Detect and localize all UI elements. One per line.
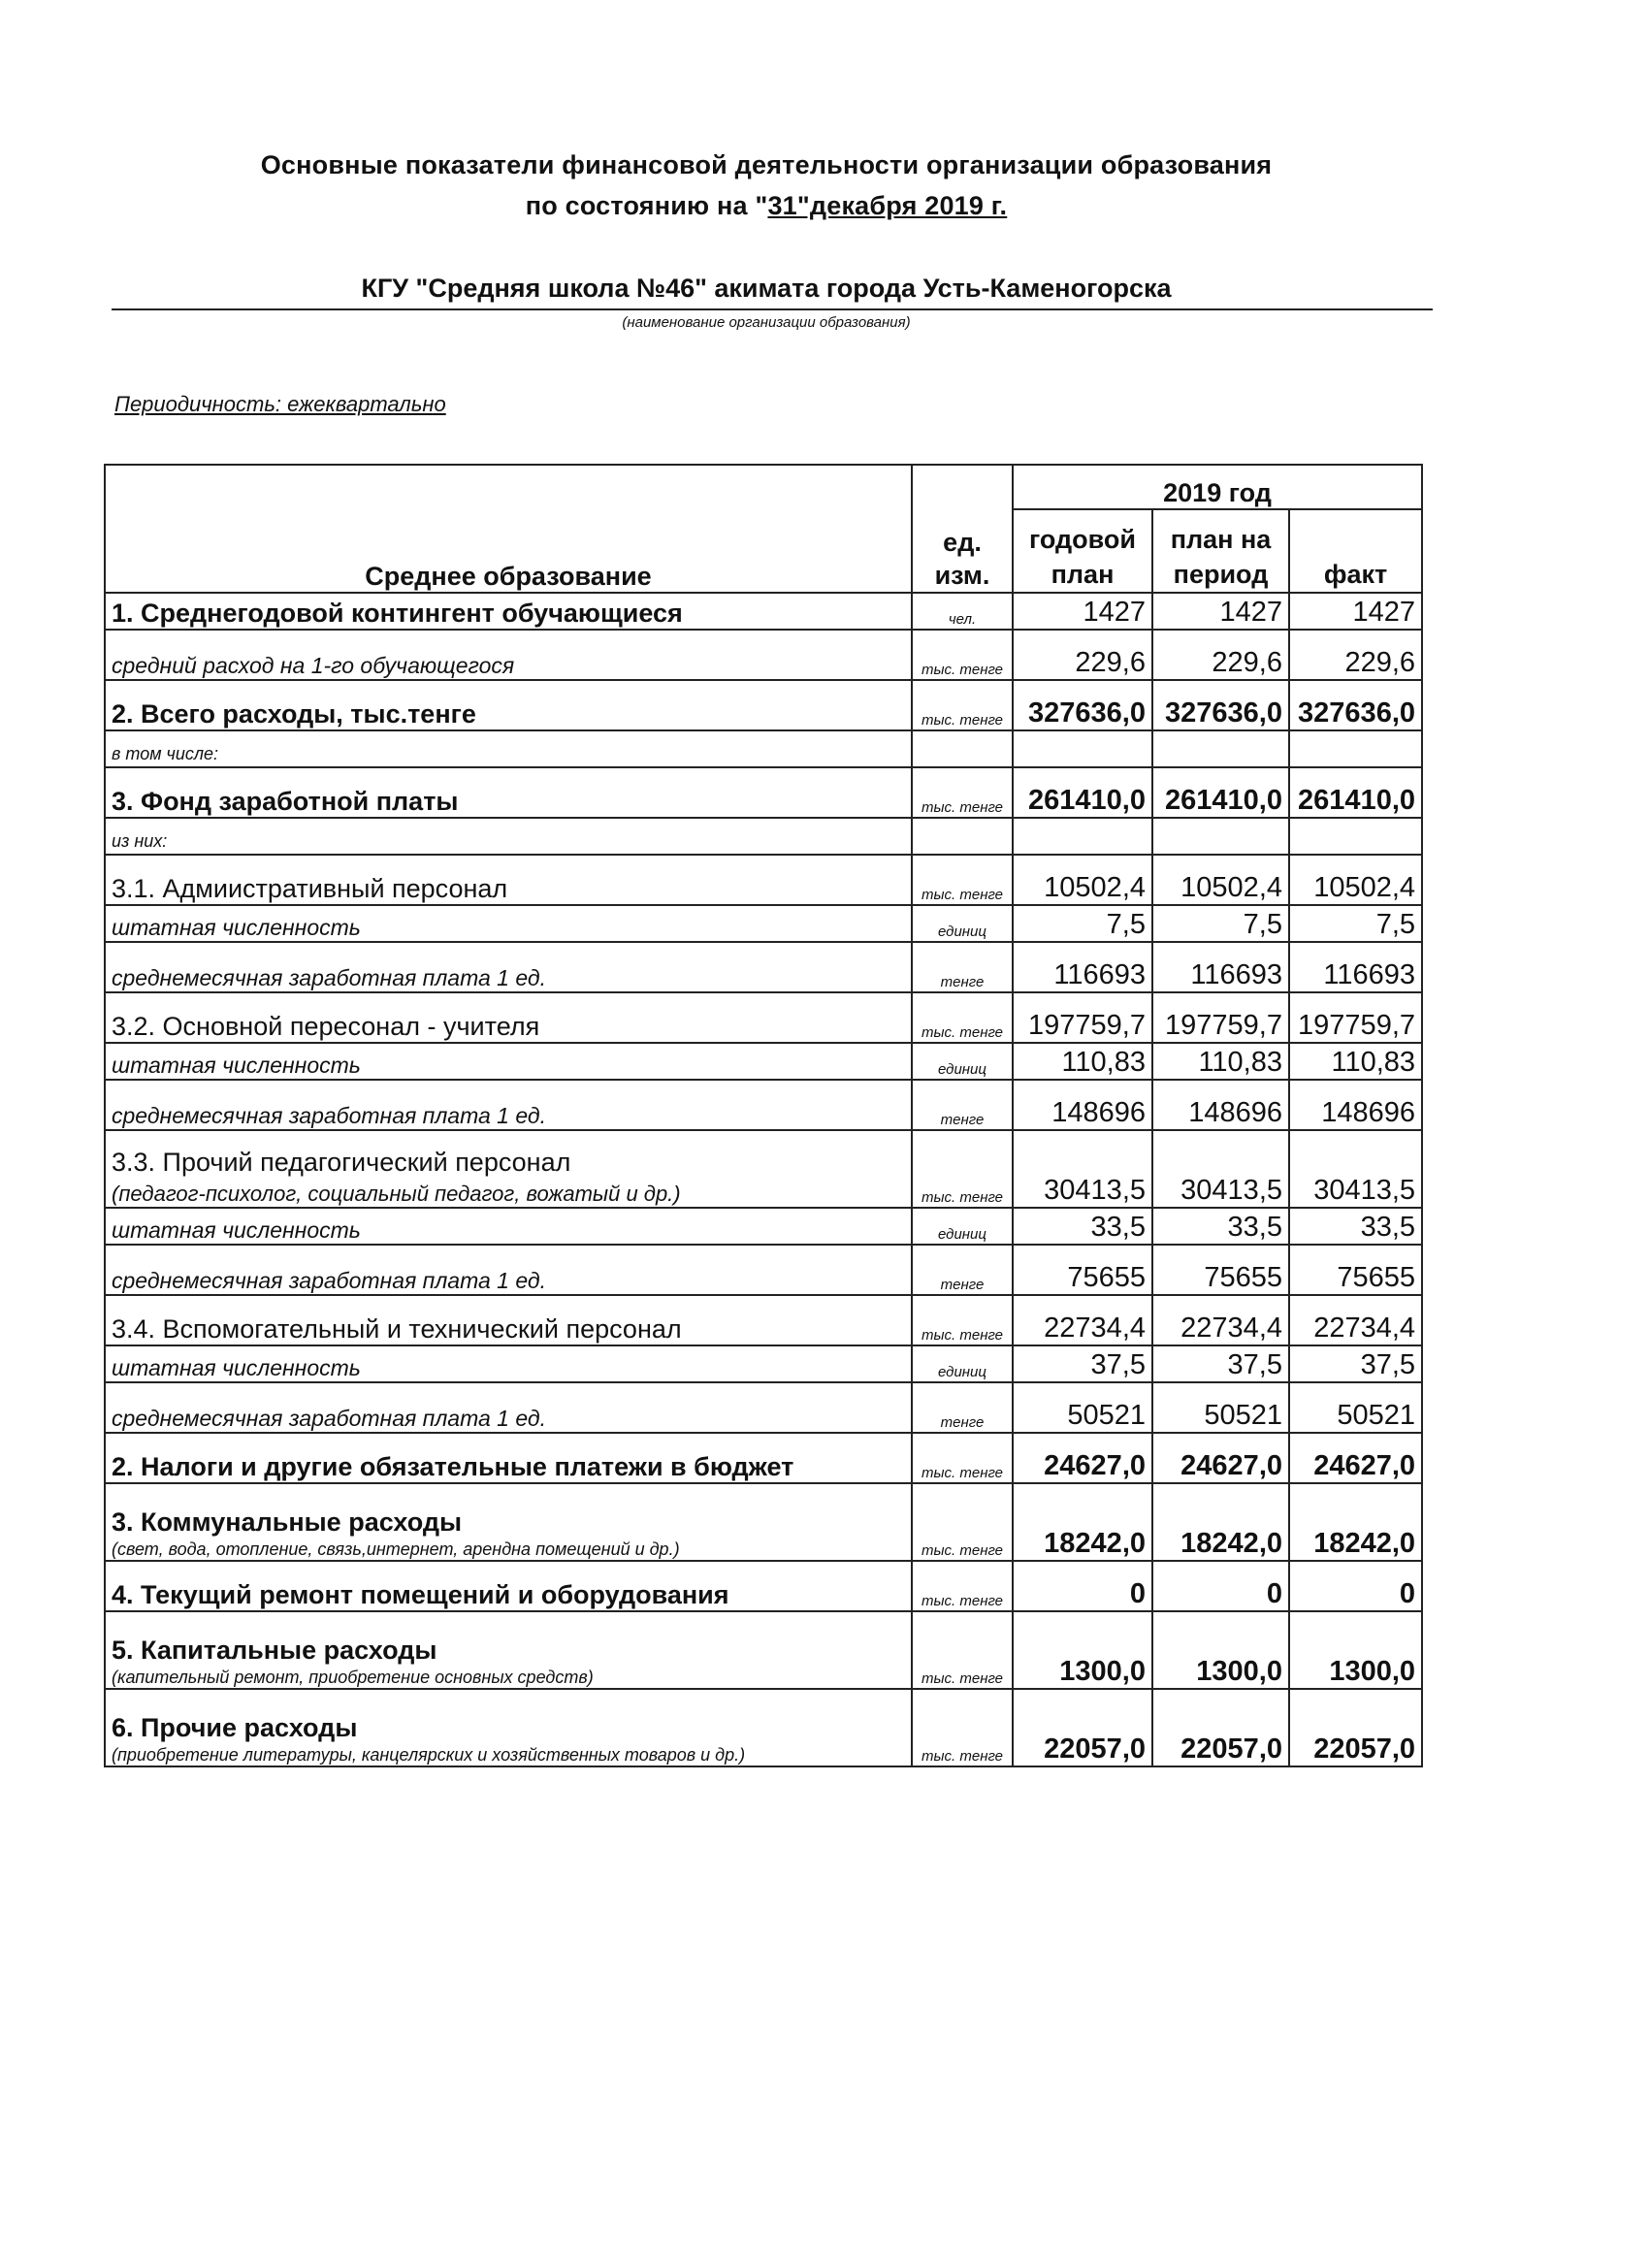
row-unit: тыс. тенге <box>912 1689 1013 1766</box>
period-plan-value: 50521 <box>1152 1382 1289 1433</box>
row-label <box>105 905 912 942</box>
row-unit: тыс. тенге <box>912 680 1013 730</box>
row-unit: тыс. тенге <box>912 855 1013 905</box>
table-row <box>105 593 1422 630</box>
row-label-text: 3.1. Адмиистративный персонал <box>112 874 508 903</box>
row-label-text: средний расход на 1-го обучающегося <box>112 653 515 678</box>
row-unit: тенге <box>912 1080 1013 1130</box>
row-label-text: 3. Фонд заработной платы <box>112 787 459 816</box>
fact-value: 22057,0 <box>1289 1689 1422 1766</box>
period-plan-value: 30413,5 <box>1152 1130 1289 1208</box>
fact-value: 116693 <box>1289 942 1422 992</box>
row-label-note: (капительный ремонт, приобретение основных средств) <box>112 1668 594 1687</box>
organization-name: КГУ "Средняя школа №46" акимата города Усть-Каменогорска <box>361 274 1172 303</box>
row-label <box>105 630 912 680</box>
fact-value: 18242,0 <box>1289 1483 1422 1561</box>
fact-value <box>1289 818 1422 855</box>
annual-plan-value: 75655 <box>1013 1245 1152 1295</box>
table-row <box>105 1130 1422 1208</box>
annual-plan-value: 116693 <box>1013 942 1152 992</box>
row-label-text: 3. Коммунальные расходы <box>112 1507 463 1537</box>
table-body <box>105 593 1422 1766</box>
row-label <box>105 942 912 992</box>
table-row <box>105 1382 1422 1433</box>
annual-plan-value: 22734,4 <box>1013 1295 1152 1345</box>
annual-plan-value <box>1013 730 1152 767</box>
fact-value: 110,83 <box>1289 1043 1422 1080</box>
row-label-text: в том числе: <box>112 744 219 763</box>
period-plan-value: 10502,4 <box>1152 855 1289 905</box>
row-unit: единиц <box>912 1345 1013 1382</box>
row-label <box>105 1345 912 1382</box>
row-label-text: штатная численность <box>112 915 361 940</box>
row-unit: тенге <box>912 1245 1013 1295</box>
row-unit: тыс. тенге <box>912 630 1013 680</box>
period-plan-value: 197759,7 <box>1152 992 1289 1043</box>
annual-plan-value: 30413,5 <box>1013 1130 1152 1208</box>
row-label <box>105 1611 912 1689</box>
table-row <box>105 1561 1422 1611</box>
period-plan-value: 110,83 <box>1152 1043 1289 1080</box>
header-period-plan: план на период <box>1152 509 1289 593</box>
annual-plan-value: 229,6 <box>1013 630 1152 680</box>
fact-value: 22734,4 <box>1289 1295 1422 1345</box>
row-unit: тыс. тенге <box>912 1130 1013 1208</box>
row-label <box>105 855 912 905</box>
annual-plan-value: 22057,0 <box>1013 1689 1152 1766</box>
row-label <box>105 1433 912 1483</box>
header-fact: факт <box>1289 509 1422 593</box>
table-row <box>105 1208 1422 1245</box>
row-unit: тыс. тенге <box>912 992 1013 1043</box>
fact-value: 1300,0 <box>1289 1611 1422 1689</box>
fact-value: 50521 <box>1289 1382 1422 1433</box>
row-label <box>105 992 912 1043</box>
row-unit: тенге <box>912 942 1013 992</box>
row-unit <box>912 730 1013 767</box>
fact-value: 75655 <box>1289 1245 1422 1295</box>
fact-value: 33,5 <box>1289 1208 1422 1245</box>
table-row <box>105 942 1422 992</box>
row-unit: единиц <box>912 905 1013 942</box>
table-row <box>105 1433 1422 1483</box>
row-label-note: (педагог-психолог, социальный педагог, вожатый и др.) <box>112 1182 681 1206</box>
row-label <box>105 1561 912 1611</box>
table-row <box>105 1295 1422 1345</box>
period-plan-value: 33,5 <box>1152 1208 1289 1245</box>
row-unit: тыс. тенге <box>912 1611 1013 1689</box>
annual-plan-value: 1427 <box>1013 593 1152 630</box>
periodicity: Периодичность: ежеквартально <box>114 392 446 416</box>
row-label-note: (свет, вода, отопление, связь,интернет, арендна помещений и др.) <box>112 1539 680 1559</box>
report-date-line <box>0 191 1533 221</box>
period-plan-value: 18242,0 <box>1152 1483 1289 1561</box>
fact-value: 37,5 <box>1289 1345 1422 1382</box>
row-unit: единиц <box>912 1043 1013 1080</box>
row-label-text: 2. Всего расходы, тыс.тенге <box>112 699 476 729</box>
fact-value: 261410,0 <box>1289 767 1422 818</box>
organization-underline <box>112 308 1433 310</box>
row-label-text: штатная численность <box>112 1053 361 1078</box>
fact-value: 148696 <box>1289 1080 1422 1130</box>
fact-value: 0 <box>1289 1561 1422 1611</box>
table-row <box>105 1043 1422 1080</box>
period-plan-value <box>1152 730 1289 767</box>
table-row <box>105 630 1422 680</box>
table-row <box>105 905 1422 942</box>
row-label-text: 5. Капитальные расходы <box>112 1636 437 1665</box>
header-section: Среднее образование <box>105 465 912 593</box>
period-plan-value: 22734,4 <box>1152 1295 1289 1345</box>
period-plan-value: 148696 <box>1152 1080 1289 1130</box>
header-year: 2019 год <box>1013 465 1422 509</box>
row-label-text: среднемесячная заработная плата 1 ед. <box>112 965 546 990</box>
table-row <box>105 730 1422 767</box>
row-label <box>105 818 912 855</box>
row-label <box>105 1382 912 1433</box>
row-unit: тыс. тенге <box>912 1433 1013 1483</box>
annual-plan-value: 37,5 <box>1013 1345 1152 1382</box>
table-row <box>105 992 1422 1043</box>
period-plan-value: 229,6 <box>1152 630 1289 680</box>
annual-plan-value: 148696 <box>1013 1080 1152 1130</box>
fact-value: 10502,4 <box>1289 855 1422 905</box>
period-plan-value <box>1152 818 1289 855</box>
period-plan-value: 0 <box>1152 1561 1289 1611</box>
period-plan-value: 116693 <box>1152 942 1289 992</box>
fact-value: 24627,0 <box>1289 1433 1422 1483</box>
period-plan-value: 37,5 <box>1152 1345 1289 1382</box>
row-label <box>105 1130 912 1208</box>
period-plan-value: 7,5 <box>1152 905 1289 942</box>
row-label <box>105 1208 912 1245</box>
row-label <box>105 1043 912 1080</box>
annual-plan-value: 110,83 <box>1013 1043 1152 1080</box>
row-unit <box>912 818 1013 855</box>
report-date-prefix: по состоянию на " <box>525 191 768 220</box>
annual-plan-value: 1300,0 <box>1013 1611 1152 1689</box>
annual-plan-value: 24627,0 <box>1013 1433 1152 1483</box>
annual-plan-value: 261410,0 <box>1013 767 1152 818</box>
annual-plan-value: 50521 <box>1013 1382 1152 1433</box>
row-label <box>105 593 912 630</box>
fact-value <box>1289 730 1422 767</box>
row-unit: чел. <box>912 593 1013 630</box>
row-unit: тыс. тенге <box>912 1295 1013 1345</box>
annual-plan-value: 10502,4 <box>1013 855 1152 905</box>
row-unit: тыс. тенге <box>912 1561 1013 1611</box>
annual-plan-value: 327636,0 <box>1013 680 1152 730</box>
period-plan-value: 22057,0 <box>1152 1689 1289 1766</box>
organization-note: (наименование организации образования) <box>622 314 911 331</box>
period-plan-value: 261410,0 <box>1152 767 1289 818</box>
period-plan-value: 327636,0 <box>1152 680 1289 730</box>
annual-plan-value <box>1013 818 1152 855</box>
row-label <box>105 680 912 730</box>
row-label-text: штатная численность <box>112 1355 361 1380</box>
row-label-text: среднемесячная заработная плата 1 ед. <box>112 1268 546 1293</box>
table-row <box>105 1345 1422 1382</box>
table-row <box>105 767 1422 818</box>
fact-value: 1427 <box>1289 593 1422 630</box>
row-label <box>105 1080 912 1130</box>
annual-plan-value: 0 <box>1013 1561 1152 1611</box>
row-label <box>105 1689 912 1766</box>
table-row <box>105 855 1422 905</box>
row-label-text: 4. Текущий ремонт помещений и оборудования <box>112 1580 729 1609</box>
table-row <box>105 1689 1422 1766</box>
report-date: 31"декабря 2019 г. <box>767 191 1008 220</box>
row-label-text: штатная численность <box>112 1217 361 1243</box>
fact-value: 7,5 <box>1289 905 1422 942</box>
table-row <box>105 1080 1422 1130</box>
header-annual-plan: годовой план <box>1013 509 1152 593</box>
period-plan-value: 1427 <box>1152 593 1289 630</box>
row-label-text: 2. Налоги и другие обязательные платежи в бюджет <box>112 1452 794 1481</box>
row-label-text: из них: <box>112 831 168 851</box>
row-unit: тенге <box>912 1382 1013 1433</box>
row-label-text: 1. Среднегодовой контингент обучающиеся <box>112 599 683 628</box>
row-label <box>105 730 912 767</box>
report-title: Основные показатели финансовой деятельности организации образования <box>260 150 1273 179</box>
period-plan-value: 24627,0 <box>1152 1433 1289 1483</box>
annual-plan-value: 7,5 <box>1013 905 1152 942</box>
table-row <box>105 1483 1422 1561</box>
period-plan-value: 1300,0 <box>1152 1611 1289 1689</box>
row-label-text: среднемесячная заработная плата 1 ед. <box>112 1406 546 1431</box>
annual-plan-value: 197759,7 <box>1013 992 1152 1043</box>
period-plan-value: 75655 <box>1152 1245 1289 1295</box>
row-label-text: среднемесячная заработная плата 1 ед. <box>112 1103 546 1128</box>
row-unit: единиц <box>912 1208 1013 1245</box>
row-label <box>105 1245 912 1295</box>
fact-value: 30413,5 <box>1289 1130 1422 1208</box>
row-unit: тыс. тенге <box>912 767 1013 818</box>
row-label-text: 3.2. Основной пересонал - учителя <box>112 1012 540 1041</box>
row-label-note: (приобретение литературы, канцелярских и хозяйственных товаров и др.) <box>112 1745 746 1765</box>
row-label-text: 6. Прочие расходы <box>112 1713 358 1742</box>
fact-value: 229,6 <box>1289 630 1422 680</box>
row-label-text: 3.4. Вспомогательный и технический персонал <box>112 1314 682 1344</box>
row-unit: тыс. тенге <box>912 1483 1013 1561</box>
annual-plan-value: 18242,0 <box>1013 1483 1152 1561</box>
financial-indicators-table <box>104 464 1423 1767</box>
table-row <box>105 818 1422 855</box>
row-label <box>105 1483 912 1561</box>
table-row <box>105 1611 1422 1689</box>
row-label-text: 3.3. Прочий педагогический персонал <box>112 1148 571 1177</box>
row-label <box>105 1295 912 1345</box>
fact-value: 327636,0 <box>1289 680 1422 730</box>
table-row <box>105 1245 1422 1295</box>
fact-value: 197759,7 <box>1289 992 1422 1043</box>
row-label <box>105 767 912 818</box>
annual-plan-value: 33,5 <box>1013 1208 1152 1245</box>
header-unit: ед. изм. <box>912 465 1013 593</box>
table-row <box>105 680 1422 730</box>
